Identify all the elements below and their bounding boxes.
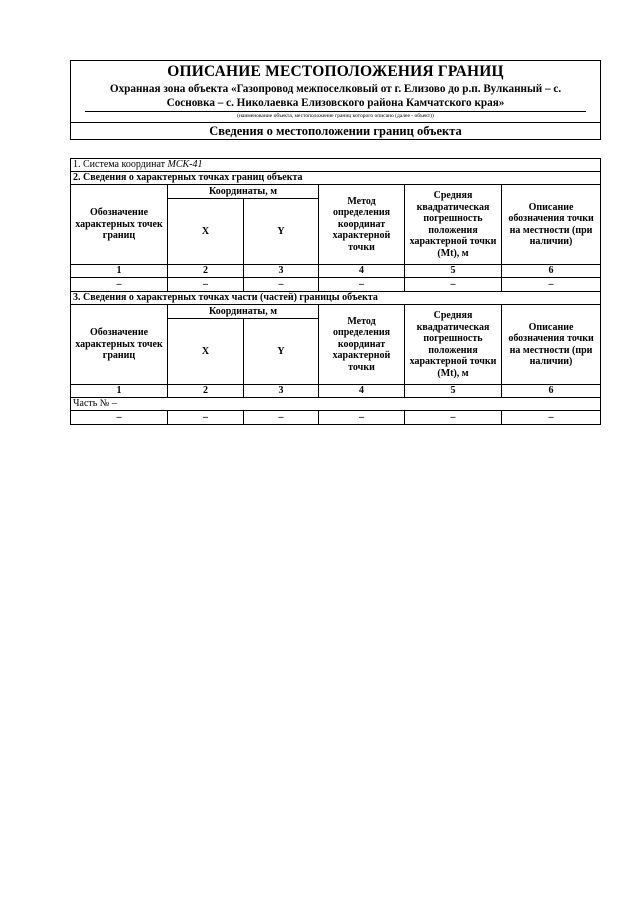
column-number: 5 bbox=[405, 385, 502, 398]
column-number: 5 bbox=[405, 265, 502, 278]
object-name-line-1: Охранная зона объекта «Газопровод межпоселковый от г. Елизово до р.п. Вулканный – с. bbox=[109, 82, 562, 95]
column-number: 3 bbox=[244, 385, 319, 398]
cell-dash: – bbox=[71, 278, 168, 292]
section-title: Сведения о местоположении границ объекта bbox=[71, 123, 601, 140]
coord-system-label: 1. Система координат bbox=[73, 159, 166, 171]
col-method-header: Метод определения координат характерной точки bbox=[319, 305, 405, 385]
part-number-row: Часть № – bbox=[71, 398, 601, 411]
col-y-header: Y bbox=[244, 199, 319, 265]
col-description-header: Описание обозначения точки на местности (при наличии) bbox=[502, 185, 601, 265]
col-x-header: X bbox=[168, 319, 244, 385]
section2-title: 2. Сведения о характерных точках границ объекта bbox=[71, 172, 601, 185]
col-y-header: Y bbox=[244, 319, 319, 385]
cell-dash: – bbox=[405, 411, 502, 425]
col-point-header: Обозначение характерных точек границ bbox=[71, 185, 168, 265]
cell-dash: – bbox=[319, 278, 405, 292]
col-method-header: Метод определения координат характерной точки bbox=[319, 185, 405, 265]
col-coords-header: Координаты, м bbox=[168, 305, 319, 319]
column-numbers-row bbox=[71, 385, 601, 398]
column-number: 2 bbox=[168, 265, 244, 278]
col-error-header: Средняя квадратическая погрешность положения характерной точки (Mt), м bbox=[405, 185, 502, 265]
cell-dash: – bbox=[502, 411, 601, 425]
cell-dash: – bbox=[244, 411, 319, 425]
coord-system-value: МСК-41 bbox=[167, 159, 203, 171]
cell-dash: – bbox=[244, 278, 319, 292]
cell-dash: – bbox=[319, 411, 405, 425]
column-number: 1 bbox=[71, 385, 168, 398]
cell-dash: – bbox=[502, 278, 601, 292]
column-number: 6 bbox=[502, 385, 601, 398]
col-coords-header: Координаты, м bbox=[168, 185, 319, 199]
table-row bbox=[71, 278, 601, 292]
column-number: 4 bbox=[319, 265, 405, 278]
cell-dash: – bbox=[405, 278, 502, 292]
column-number: 1 bbox=[71, 265, 168, 278]
header-cell bbox=[71, 61, 601, 123]
col-x-header: X bbox=[168, 199, 244, 265]
document-title: ОПИСАНИЕ МЕСТОПОЛОЖЕНИЯ ГРАНИЦ bbox=[167, 63, 504, 80]
object-name-note: (наименование объекта, местоположение границ которого описано (далее - объект)) bbox=[237, 112, 434, 119]
column-number: 2 bbox=[168, 385, 244, 398]
cell-dash: – bbox=[168, 411, 244, 425]
coord-system-row bbox=[71, 159, 601, 172]
cell-dash: – bbox=[71, 411, 168, 425]
column-numbers-row bbox=[71, 265, 601, 278]
column-number: 3 bbox=[244, 265, 319, 278]
column-number: 6 bbox=[502, 265, 601, 278]
cell-dash: – bbox=[168, 278, 244, 292]
header-table bbox=[70, 60, 601, 140]
points-table bbox=[70, 158, 601, 425]
col-error-header: Средняя квадратическая погрешность положения характерной точки (Mt), м bbox=[405, 305, 502, 385]
object-name-line-2: Сосновка – с. Николаевка Елизовского района Камчатского края» bbox=[85, 96, 586, 112]
col-description-header: Описание обозначения точки на местности (при наличии) bbox=[502, 305, 601, 385]
object-name bbox=[73, 81, 598, 112]
col-point-header: Обозначение характерных точек границ bbox=[71, 305, 168, 385]
section3-title: 3. Сведения о характерных точках части (частей) границы объекта bbox=[71, 292, 601, 305]
table-row bbox=[71, 411, 601, 425]
column-number: 4 bbox=[319, 385, 405, 398]
